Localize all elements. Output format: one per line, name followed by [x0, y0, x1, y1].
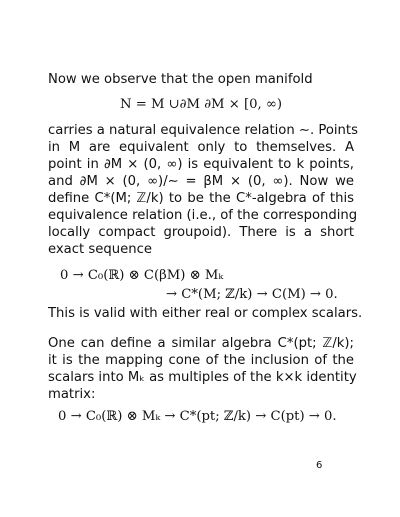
- equation-sequence-2: 0 → C₀(ℝ) ⊗ Mₖ → C*(pt; ℤ/k) → C(pt) → 0.: [58, 409, 337, 424]
- paragraph-line: scalars into Mₖ as multiples of the k×k identity: [48, 370, 357, 385]
- paragraph-line: matrix:: [48, 387, 96, 402]
- paragraph-line: it is the mapping cone of the inclusion of the: [48, 353, 354, 368]
- paragraph-line: One can define a similar algebra C*(pt; ℤ/k);: [48, 336, 354, 351]
- paragraph-line: exact sequence: [48, 242, 152, 257]
- paragraph-line: define C*(M; ℤ/k) to be the C*-algebra of this: [48, 191, 354, 206]
- paragraph-intro: Now we observe that the open manifold: [48, 72, 313, 87]
- paragraph-line: in M are equivalent only to themselves. A: [48, 140, 354, 155]
- paragraph-line: equivalence relation (i.e., of the corresponding: [48, 208, 358, 223]
- paragraph-line: carries a natural equivalence relation ∼. Points: [48, 123, 358, 138]
- paragraph-line: and ∂M × (0, ∞)/∼ = βM × (0, ∞). Now we: [48, 174, 354, 189]
- paragraph-scalars: This is valid with either real or complex scalars.: [48, 306, 363, 321]
- equation-manifold: N = M ∪∂M ∂M × [0, ∞): [119, 97, 283, 112]
- paragraph-line: point in ∂M × (0, ∞) is equivalent to k points,: [48, 157, 354, 172]
- page-number: 6: [316, 460, 323, 471]
- equation-sequence-1a: 0 → C₀(ℝ) ⊗ C(βM) ⊗ Mₖ: [60, 268, 224, 283]
- equation-sequence-1b: → C*(M; ℤ/k) → C(M) → 0.: [166, 287, 338, 302]
- paragraph-line: locally compact groupoid). There is a short: [48, 225, 354, 240]
